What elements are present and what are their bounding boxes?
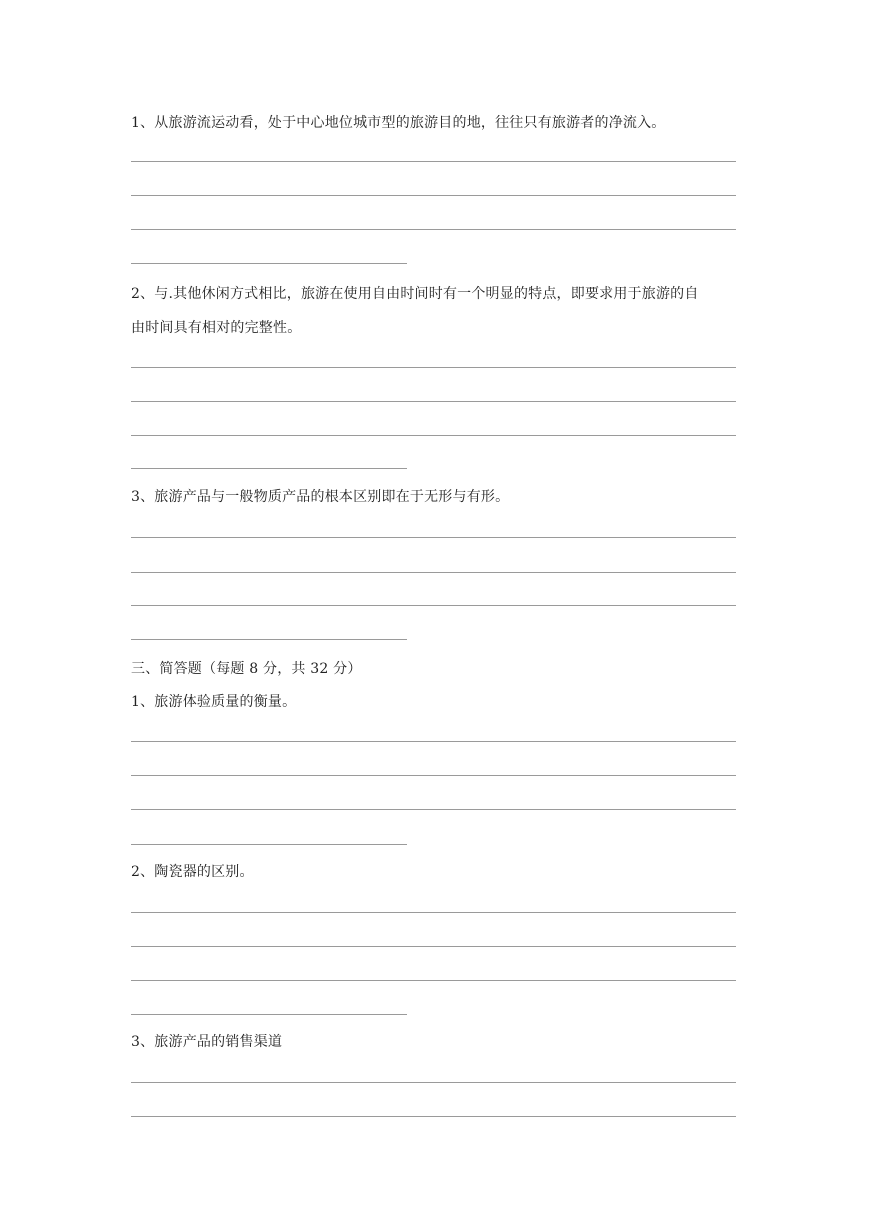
section-heading: 三、简答题（每题 8 分，共 32 分） [131,661,362,677]
answer-line [131,605,736,606]
short-answer-3-text: 3、旅游产品的销售渠道 [131,1034,283,1050]
answer-line [131,809,736,810]
answer-line [131,1082,736,1083]
answer-line [131,1116,736,1117]
answer-line [131,161,736,162]
answer-line [131,775,736,776]
question-2-text-line-2: 由时间具有相对的完整性。 [131,320,302,336]
answer-line-short [131,468,407,469]
short-answer-1-text: 1、旅游体验质量的衡量。 [131,694,297,710]
question-1-text: 1、从旅游流运动看，处于中心地位城市型的旅游目的地，往往只有旅游者的净流入。 [131,115,666,131]
answer-line [131,229,736,230]
answer-line-short [131,639,407,640]
answer-line [131,741,736,742]
short-answer-2-text: 2、陶瓷器的区别。 [131,864,254,880]
answer-line-short [131,263,407,264]
answer-line [131,367,736,368]
answer-line [131,980,736,981]
question-2-text-line-1: 2、与.其他休闲方式相比，旅游在使用自由时间时有一个明显的特点，即要求用于旅游的自 [131,286,699,302]
answer-line [131,572,736,573]
answer-line [131,946,736,947]
answer-line [131,537,736,538]
answer-line [131,401,736,402]
answer-line-short [131,1014,407,1015]
answer-line [131,912,736,913]
question-3-text: 3、旅游产品与一般物质产品的根本区别即在于无形与有形。 [131,489,510,505]
answer-line-short [131,844,407,845]
answer-line [131,195,736,196]
answer-line [131,435,736,436]
